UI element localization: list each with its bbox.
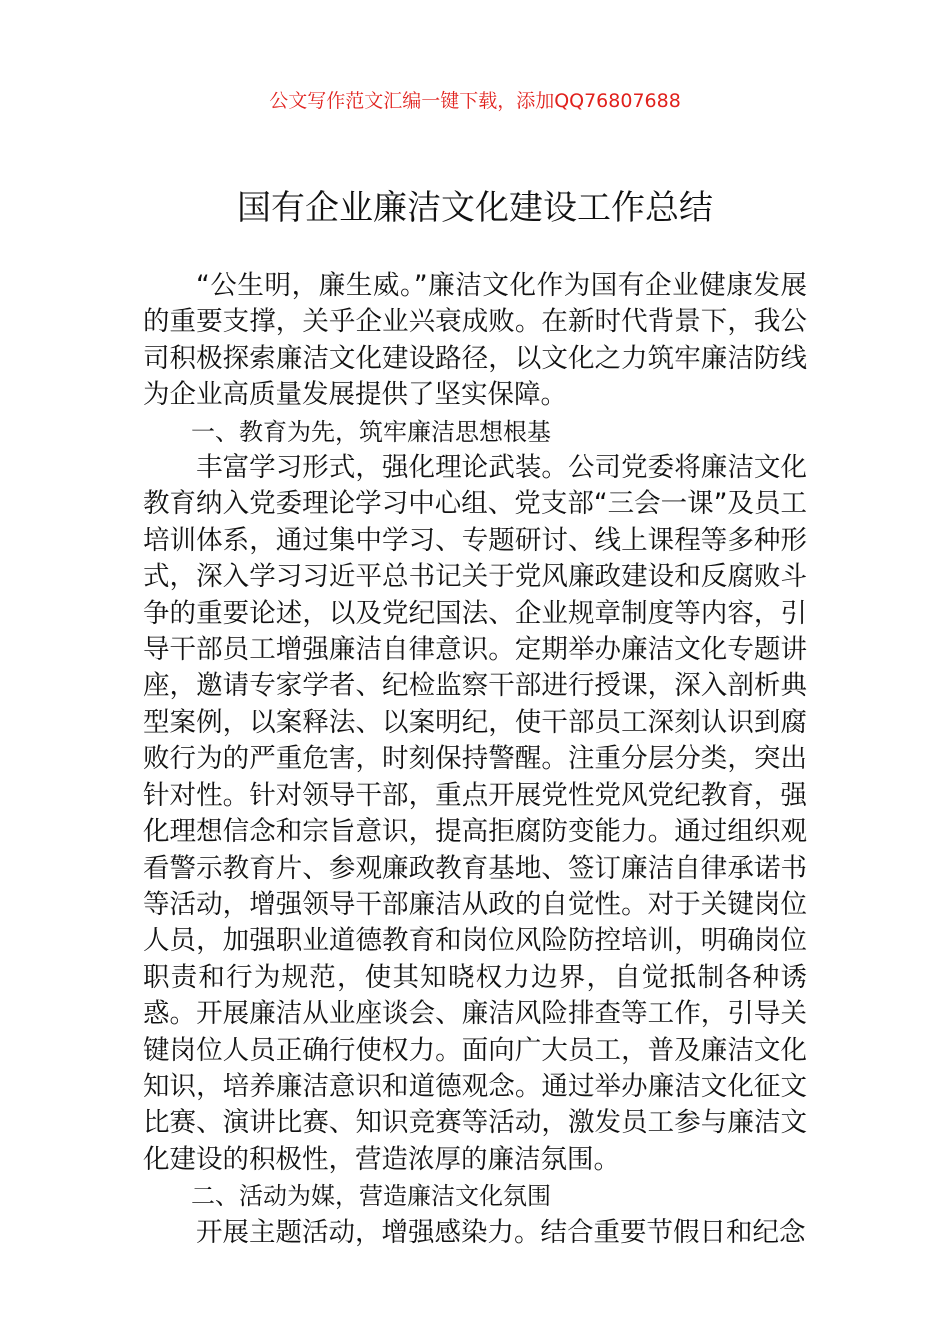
section-heading-2: 二、活动为媒，营造廉洁文化氛围	[191, 1182, 551, 1211]
document-body	[143, 268, 807, 1251]
section-1-paragraph: 丰富学习形式，强化理论武装。公司党委将廉洁文化教育纳入党委理论学习中心组、党支部“三会一课”及员工培训体系，通过集中学习、专题研讨、线上课程等多种形式，深入学习习近平总书记关于党风廉政建设和反腐败斗争的重要论述，以及党纪国法、企业规章制度等内容，引导干部员工增强廉洁自律意识。定期举办廉洁文化专题讲座，邀请专家学者、纪检监察干部进行授课，深入剖析典型案例，以案释法、以案明纪，使干部员工深刻认识到腐败行为的严重危害，时刻保持警醒。注重分层分类，突出针对性。针对领导干部，重点开展党性党风党纪教育，强化理想信念和宗旨意识，提高拒腐防变能力。通过组织观看警示教育片、参观廉政教育基地、签订廉洁自律承诺书等活动，增强领导干部廉洁从政的自觉性。对于关键岗位人员，加强职业道德教育和岗位风险防控培训，明确岗位职责和行为规范，使其知晓权力边界，自觉抵制各种诱惑。开展廉洁从业座谈会、廉洁风险排查等工作，引导关键岗位人员正确行使权力。面向广大员工，普及廉洁文化知识，培养廉洁意识和道德观念。通过举办廉洁文化征文比赛、演讲比赛、知识竞赛等活动，激发员工参与廉洁文化建设的积极性，营造浓厚的廉洁氛围。	[143, 452, 807, 1175]
intro-paragraph: “公生明，廉生威。”廉洁文化作为国有企业健康发展的重要支撑，关乎企业兴衰成败。在新时代背景下，我公司积极探索廉洁文化建设路径，以文化之力筑牢廉洁防线为企业高质量发展提供了坚实保障。	[143, 270, 807, 411]
section-2-paragraph: 开展主题活动，增强感染力。结合重要节假日和纪念	[196, 1216, 806, 1248]
download-note: 公文写作范文汇编一键下载，添加QQ76807688	[269, 90, 681, 112]
document-title: 国有企业廉洁文化建设工作总结	[237, 188, 713, 228]
section-heading-1: 一、教育为先，筑牢廉洁思想根基	[191, 417, 551, 446]
